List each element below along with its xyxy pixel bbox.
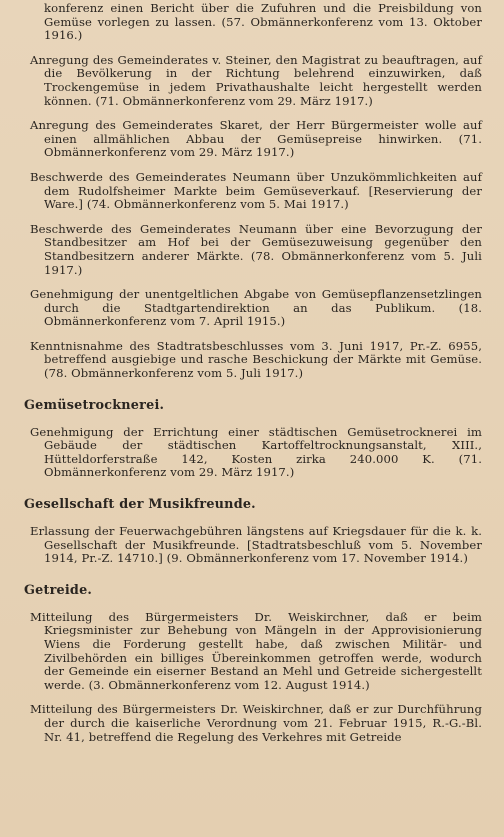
entry-skaret-gemuesepreise: Anregung des Gemeinderates Skaret, der Herr Bürgermeister wolle auf einen allmählichen Abbau der Gemüsepreise hinwirken. (71. Obmännerkonferenz vom 29. März 1917.) [30,118,482,160]
section-heading-musikfreunde: Gesellschaft der Musikfreunde. [24,497,256,513]
entry-setzlinge: Genehmigung der unentgeltlichen Abgabe von Gemüsepflanzensetzlingen durch die Stadtgartendirektion an das Publikum. (18. Obmännerkonferenz vom 7. April 1915.) [30,287,482,329]
entry-trocknerei: Genehmigung der Errichtung einer städtischen Gemüsetrocknerei im Gebäude der städtischen Kartoffeltrocknungsanstalt, XIII., Hütteldorferstraße 142, Kosten zirka 240.000 K. (71. Obmännerkonferenz vom 29. März 1917.) [30,424,482,480]
entry-kriegsminister: Mitteilung des Bürgermeisters Dr. Weiskirchner, daß er beim Kriegsminister zur Behebung von Mängeln in der Approvisionierung Wiens die Forderung gestellt habe, daß zwischen Militär- und Zivilbehörden ein billiges Übereinkommen getroffen werde, wodurch der Gemeinde ein eiserner Bestand an Mehl und Getreide sichergestellt werde. (3. Obmännerkonferenz vom 12. August 1914.) [30,609,482,692]
entry-verordnung-getreide: Mitteilung des Bürgermeisters Dr. Weiskirchner, daß er zur Durchführung der durch die kaiserliche Verordnung vom 21. Februar 1915, R.-G.-Bl. Nr. 41, betreffend die Regelung des Verkehres mit Getreide [30,702,482,744]
entry-stadtratsbeschluss: Kenntnisnahme des Stadtratsbeschlusses vom 3. Juni 1917, Pr.-Z. 6955, betreffend ausgiebige und rasche Beschickung der Märkte mit Gemüse. (78. Obmännerkonferenz vom 5. Juli 1917.) [30,338,482,381]
entry-continued: konferenz einen Bericht über die Zufuhren und die Preisbildung von Gemüse vorlegen zu lassen. (57. Obmännerkonferenz vom 13. Oktober 1916.) [44,1,482,43]
entry-steiner-trockengemuese: Anregung des Gemeinderates v. Steiner, den Magistrat zu beauftragen, auf die Bevölkerung in der Richtung belehrend einzuwirken, daß Trockengemüse in jedem Privathaushalte leicht hergestellt werden können. (71. Obmännerkonferenz vom 29. März 1917.) [30,52,482,108]
entry-feuerwachgebuehren: Erlassung der Feuerwachgebühren längstens auf Kriegsdauer für die k. k. Gesellschaft der Musikfreunde. [Stadtratsbeschluß vom 5. November 1914, Pr.-Z. 14710.] (9. Obmännerkonferenz vom 17. November 1914.) [30,524,482,566]
section-heading-getreide: Getreide. [24,582,93,598]
entry-neumann-standbesitzer: Beschwerde des Gemeinderates Neumann über eine Bevorzugung der Standbesitzer am Hof bei der Gemüsezuweisung gegenüber den Standbesitzern anderer Märkte. (78. Obmännerkonferenz vom 5. Juli 1917.) [30,221,482,277]
section-heading-gemuesetrocknerei: Gemüsetrocknerei. [24,397,165,413]
entry-neumann-rudolfsheim: Beschwerde des Gemeinderates Neumann über Unzukömmlichkeiten auf dem Rudolfsheimer Markte beim Gemüseverkauf. [Reservierung der Ware.] (74. Obmännerkonferenz vom 5. Mai 1917.) [30,169,482,212]
